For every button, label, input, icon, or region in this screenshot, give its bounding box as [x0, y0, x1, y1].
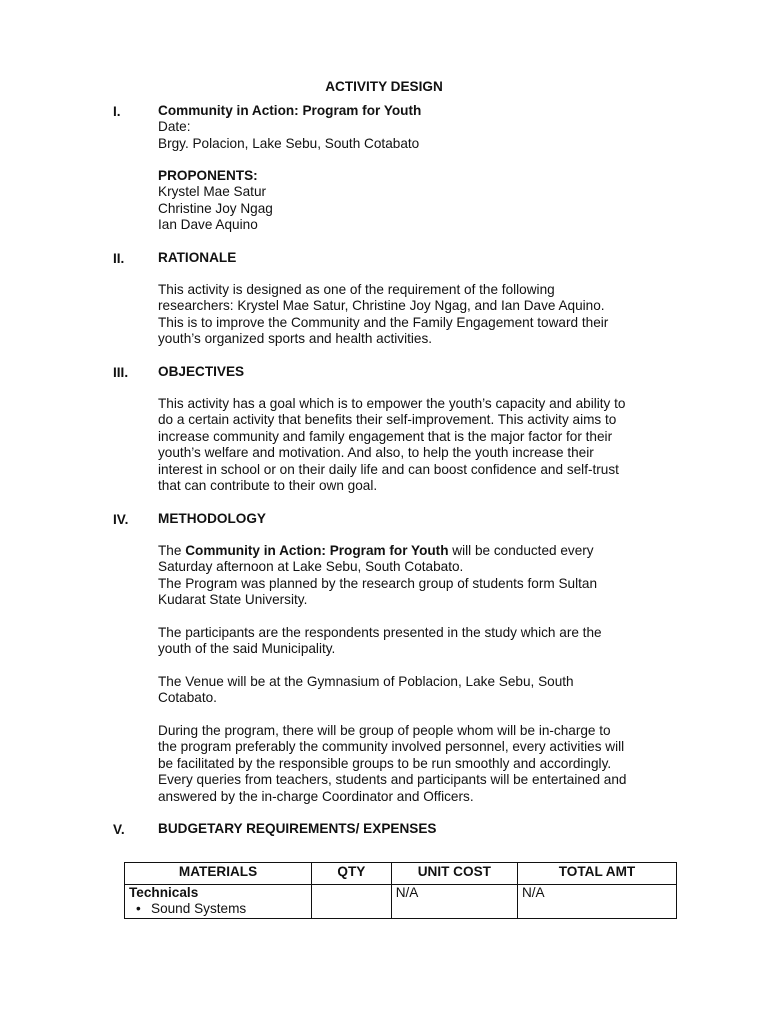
methodology-paragraph-3 — [158, 674, 686, 707]
location-text: Brgy. Polacion, Lake Sebu, South Cotabato — [158, 135, 420, 151]
proponents-block — [158, 168, 686, 234]
methodology-prefix: The — [158, 543, 186, 558]
header-unit-cost: UNIT COST — [391, 863, 517, 885]
document-title: ACTIVITY DESIGN — [325, 79, 443, 94]
methodology-line: youth of the said Municipality. — [158, 641, 336, 657]
objectives-line: youth’s welfare and motivation. And also, to help the youth increase their — [158, 445, 594, 461]
methodology-heading: METHODOLOGY — [158, 511, 266, 526]
objectives-heading: OBJECTIVES — [158, 364, 245, 379]
table-header-row — [125, 863, 677, 885]
item-name: Sound Systems — [151, 901, 247, 917]
methodology-paragraph-2 — [158, 625, 686, 658]
budget-heading: BUDGETARY REQUIREMENTS/ EXPENSES — [158, 821, 437, 836]
table-row — [125, 885, 677, 919]
methodology-program-name: Community in Action: Program for Youth — [185, 543, 449, 558]
section-4-heading-block — [158, 511, 686, 527]
objectives-line: This activity has a goal which is to empower the youth’s capacity and ability to — [158, 396, 626, 411]
unit-cost-cell: N/A — [391, 885, 517, 919]
section-1-number: I. — [113, 104, 121, 119]
objectives-line: that can contribute to their own goal. — [158, 478, 378, 494]
methodology-first-line — [158, 543, 686, 559]
methodology-line: The participants are the respondents presented in the study which are the — [158, 625, 602, 640]
proponents-heading: PROPONENTS: — [158, 168, 258, 183]
methodology-line: be facilitated by the responsible groups to be run smoothly and accordingly. — [158, 755, 612, 771]
rationale-line: This activity is designed as one of the requirement of the following — [158, 282, 555, 297]
methodology-line: Kudarat State University. — [158, 592, 308, 608]
list-item — [129, 901, 307, 917]
header-materials: MATERIALS — [125, 863, 312, 885]
methodology-line: Every queries from teachers, students and participants will be entertained and — [158, 772, 627, 788]
date-label: Date: — [158, 119, 191, 135]
section-4-number: IV. — [113, 512, 129, 527]
methodology-line: The Venue will be at the Gymnasium of Poblacion, Lake Sebu, South — [158, 674, 574, 689]
methodology-line: During the program, there will be group of people whom will be in-charge to — [158, 723, 611, 738]
methodology-line: Cotabato. — [158, 690, 217, 706]
proponent-name: Ian Dave Aquino — [158, 217, 258, 233]
qty-cell — [312, 885, 392, 919]
rationale-paragraph — [158, 282, 686, 348]
objectives-paragraph — [158, 396, 686, 494]
objectives-line: interest in school or on their daily life and can boost confidence and self-trust — [158, 461, 619, 477]
methodology-line: the program preferably the community involved personnel, every activities will — [158, 739, 625, 755]
methodology-line: Saturday afternoon at Lake Sebu, South Cotabato. — [158, 559, 464, 575]
section-2-number: II. — [113, 251, 125, 266]
section-2-heading-block — [158, 250, 686, 266]
section-5-heading-block — [158, 821, 686, 837]
rationale-heading: RATIONALE — [158, 250, 237, 265]
objectives-line: do a certain activity that benefits their self-improvement. This activity aims to — [158, 412, 617, 428]
section-3-heading-block — [158, 364, 686, 380]
header-qty: QTY — [312, 863, 392, 885]
materials-cell — [125, 885, 312, 919]
proponent-name: Krystel Mae Satur — [158, 184, 267, 200]
section-5-number: V. — [113, 822, 125, 837]
methodology-line: answered by the in-charge Coordinator and Officers. — [158, 788, 474, 804]
methodology-suffix: will be conducted every — [448, 543, 594, 558]
proponent-name: Christine Joy Ngag — [158, 200, 273, 216]
methodology-paragraph-4 — [158, 723, 686, 805]
total-amt-cell: N/A — [517, 885, 676, 919]
section-3-number: III. — [113, 365, 129, 380]
objectives-line: increase community and family engagement that is the major factor for their — [158, 428, 613, 444]
methodology-line: The Program was planned by the research group of students form Sultan — [158, 575, 598, 591]
rationale-line: researchers: Krystel Mae Satur, Christine Joy Ngag, and Ian Dave Aquino. — [158, 298, 605, 314]
rationale-line: youth’s organized sports and health activities. — [158, 331, 433, 347]
budget-table — [124, 862, 677, 919]
rationale-line: This is to improve the Community and the Family Engagement toward their — [158, 314, 609, 330]
bullet-icon: • — [136, 901, 141, 917]
program-title: Community in Action: Program for Youth — [158, 103, 422, 118]
section-1 — [158, 103, 686, 152]
header-total-amt: TOTAL AMT — [517, 863, 676, 885]
category-label: Technicals — [129, 885, 199, 900]
methodology-paragraph-1 — [158, 543, 686, 609]
